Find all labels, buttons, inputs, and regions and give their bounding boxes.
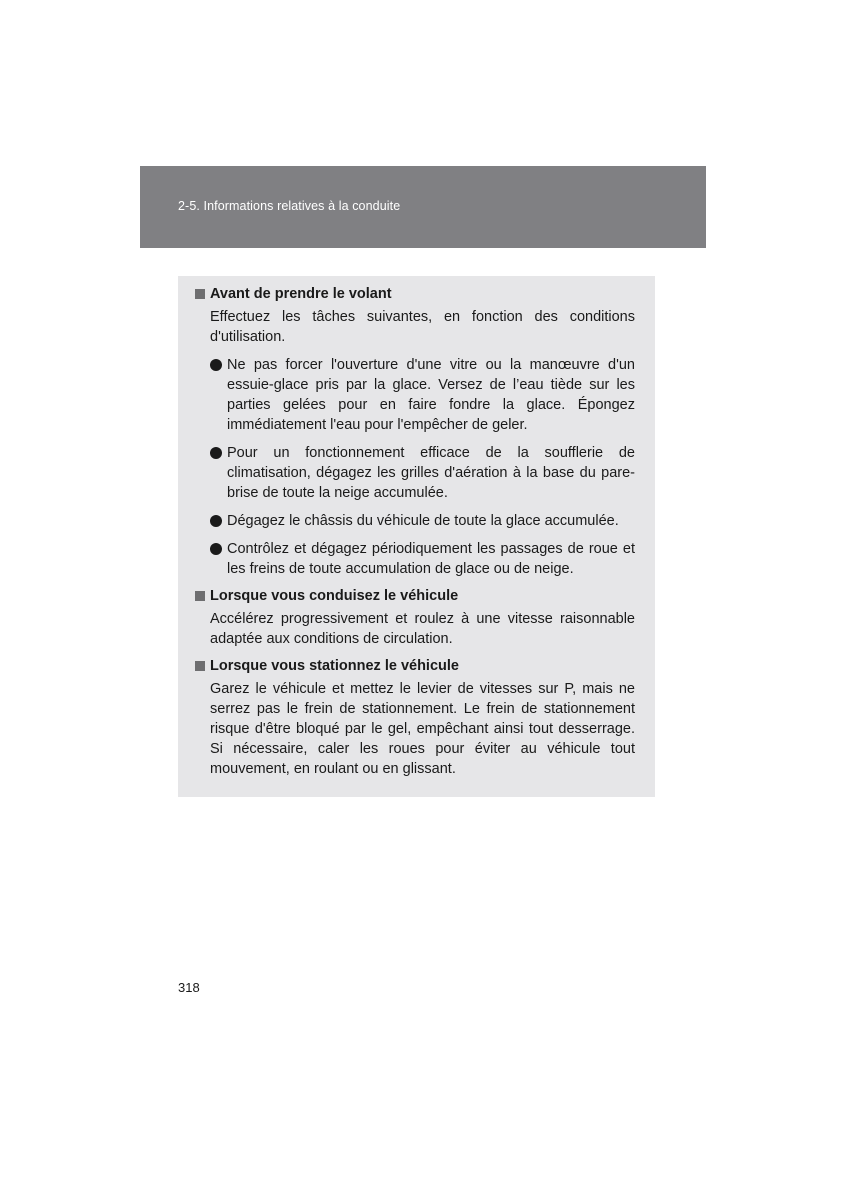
list-item-text: Ne pas forcer l'ouverture d'une vitre ou la manœuvre d'un essuie-glace pris par la glace. Versez de l’eau tiède sur les parties gelées pour en faire fondre la glace. Épongez immédiatement l'eau pour l'empêcher de geler. [227,357,635,433]
section-body: Accélérez progressivement et roulez à une vitesse raisonnable adaptée aux conditions de circulation. [210,611,635,647]
section-while-driving [195,586,635,649]
info-box [178,276,655,797]
dot-icon [210,543,222,555]
list-item [210,443,635,503]
square-icon [195,591,205,601]
list-item [210,355,635,435]
section-title-text: Avant de prendre le volant [210,286,392,302]
dot-icon [210,359,222,371]
list-item-text: Contrôlez et dégagez périodiquement les passages de roue et les freins de toute accumulation de glace ou de neige. [227,541,635,577]
section-intro: Effectuez les tâches suivantes, en fonction des conditions d'utilisation. [210,309,635,345]
dot-icon [210,447,222,459]
list-item-text: Pour un fonctionnement efficace de la soufflerie de climatisation, dégagez les grilles d'aération à la base du pare-brise de toute la neige accumulée. [227,445,635,501]
section-parking [195,656,635,779]
section-title-text: Lorsque vous stationnez le véhicule [210,658,459,674]
section-body: Garez le véhicule et mettez le levier de vitesses sur P, mais ne serrez pas le frein de stationnement. Le frein de stationnement risque d'être bloqué par le gel, empêchant ainsi tout desserrage. Si nécessaire, caler les roues pour éviter au véhicule tout mouvement, en roulant ou en glissant. [210,681,635,777]
page-number: 318 [178,980,200,995]
square-icon [195,661,205,671]
bullet-list [210,355,635,579]
section-before-driving [195,284,635,579]
section-header-band [140,166,706,248]
list-item [210,511,635,531]
dot-icon [210,515,222,527]
section-title [195,586,635,606]
section-title [195,284,635,304]
list-item-text: Dégagez le châssis du véhicule de toute la glace accumulée. [227,513,619,529]
breadcrumb: 2-5. Informations relatives à la conduite [178,199,401,213]
list-item [210,539,635,579]
section-title [195,656,635,676]
square-icon [195,289,205,299]
section-title-text: Lorsque vous conduisez le véhicule [210,588,459,604]
